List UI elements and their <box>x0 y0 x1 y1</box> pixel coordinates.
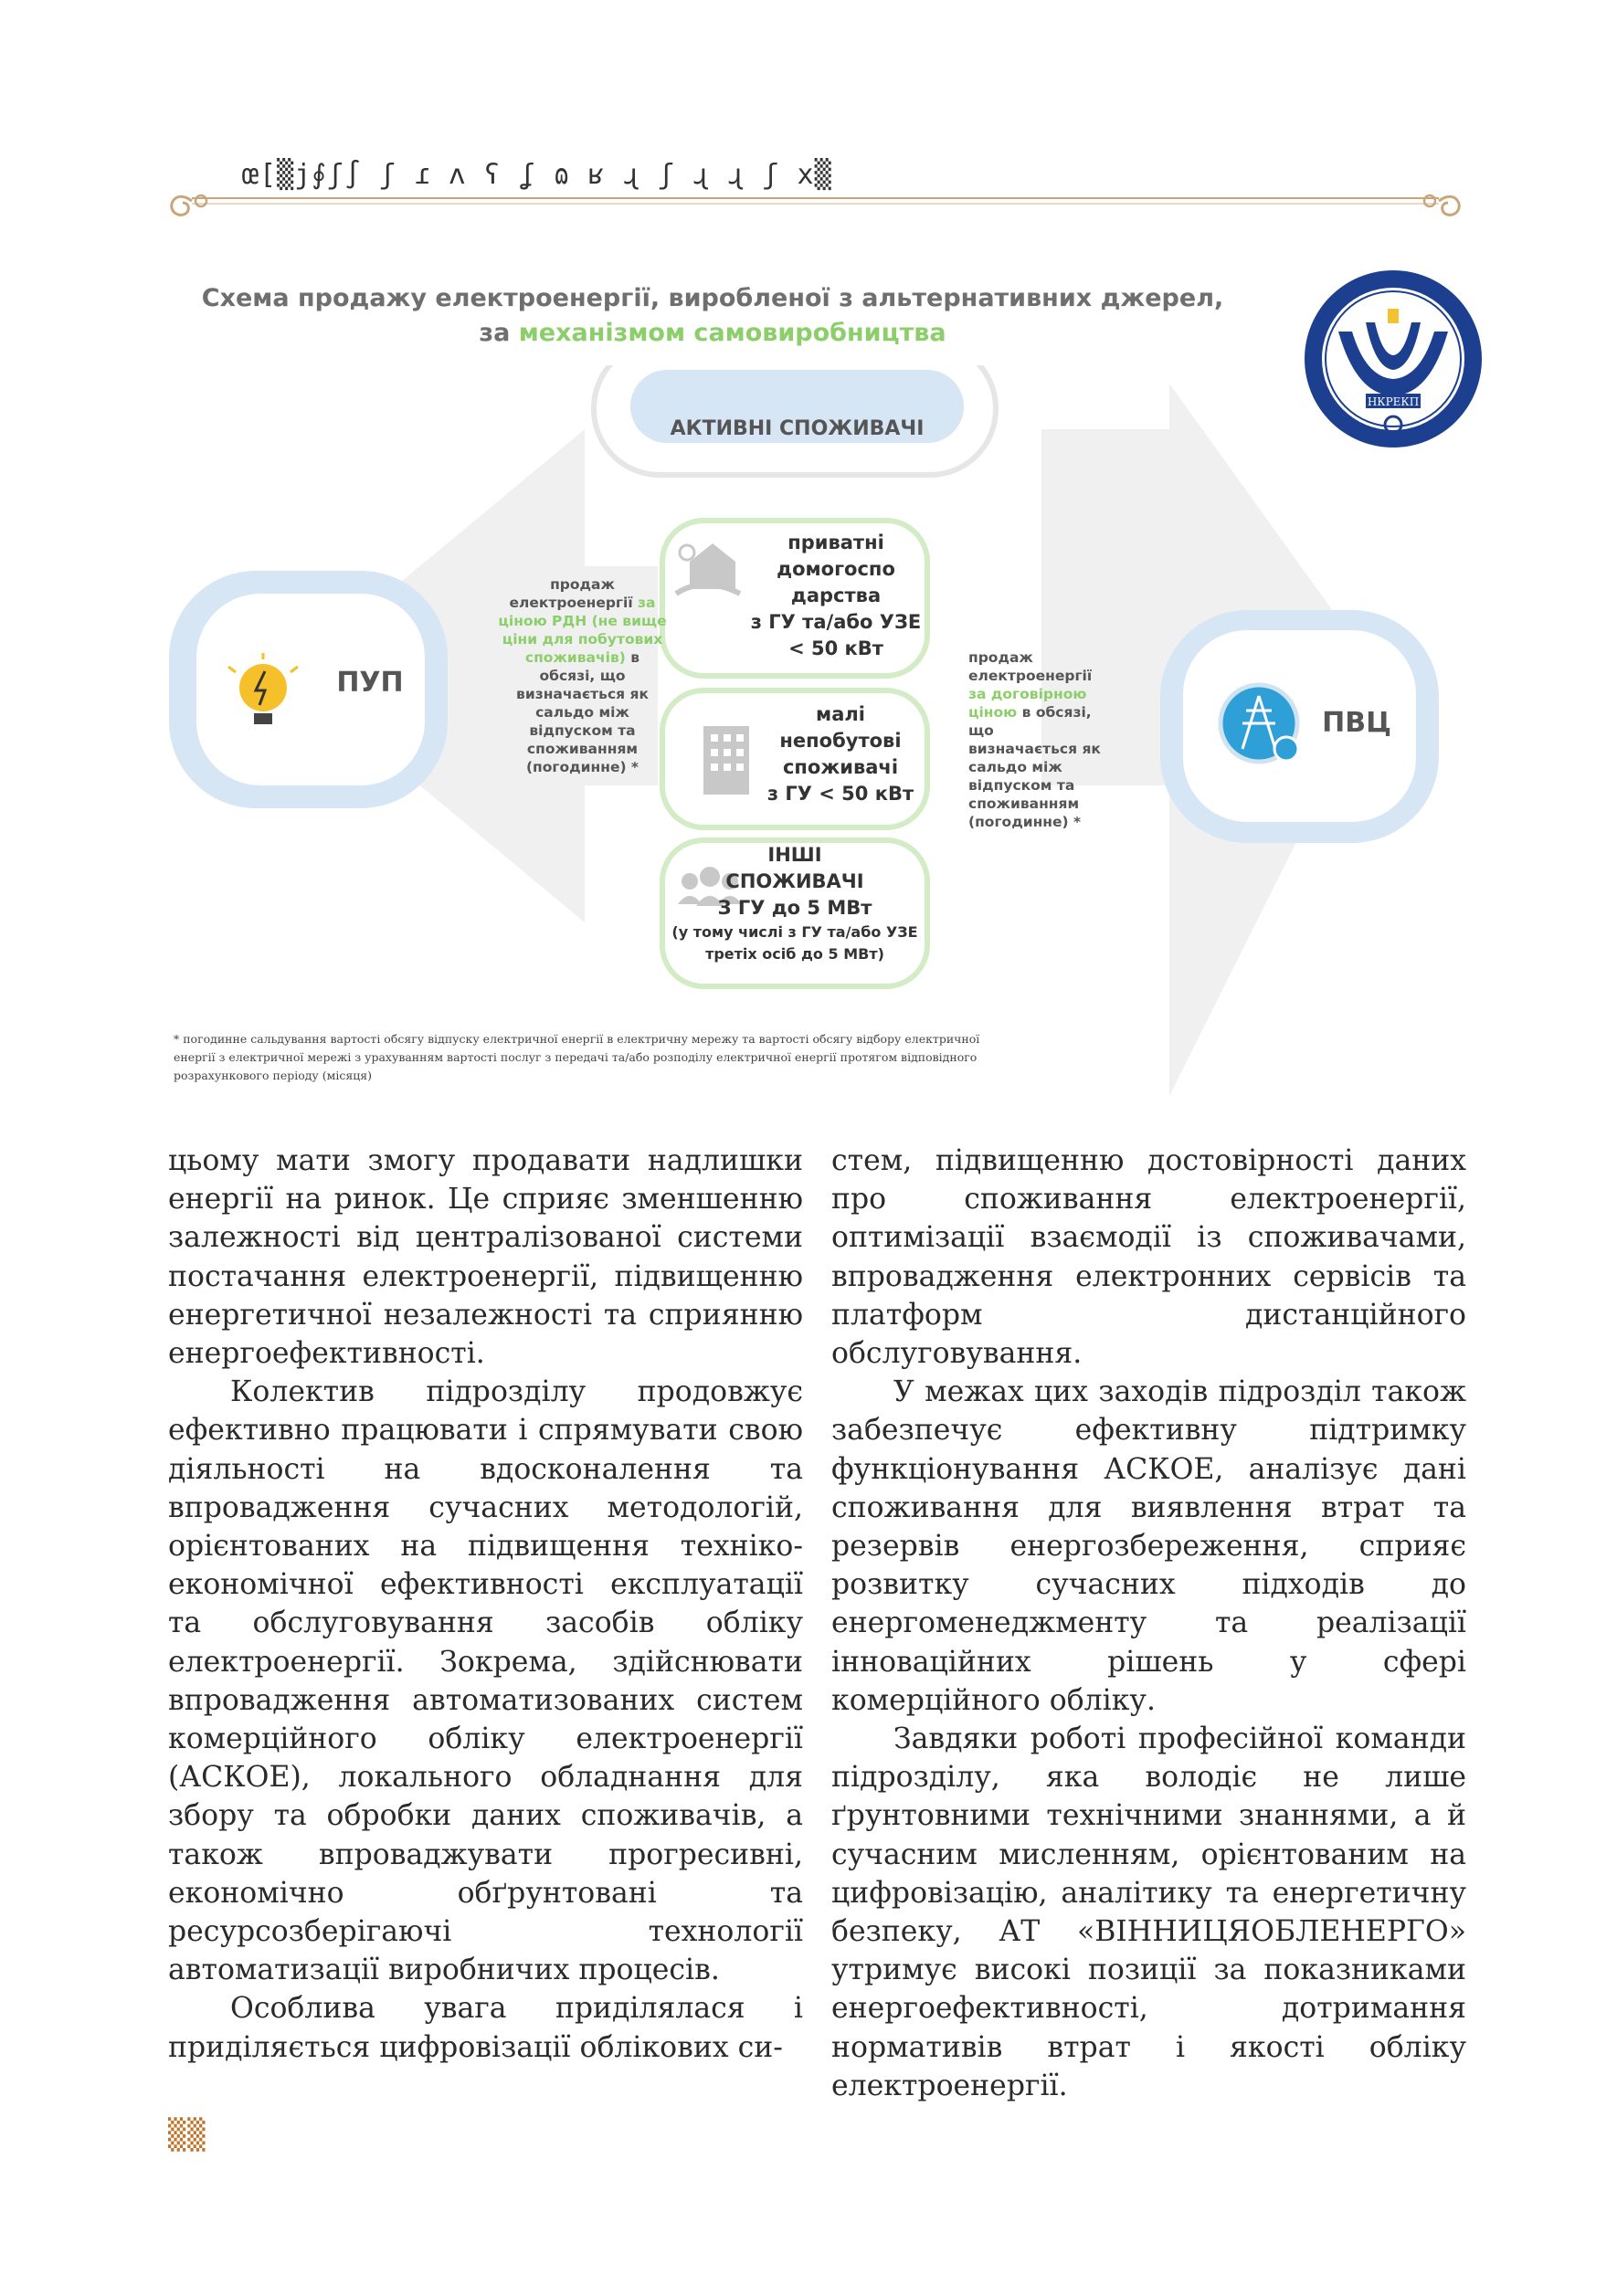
pup-label: ПУП <box>336 667 404 699</box>
right-text-column <box>831 1142 1466 2105</box>
paragraph: У межах цих заходів підрозділ також забезпечує ефективну підтримку функціонування АСКОЕ, аналізує дані споживання для виявлення втрат та резервів енергозбереження, сприяє розвитку сучасних підходів до енергоменеджменту та реалізації інноваційних рішень у сфері комерційного обліку. <box>831 1375 1466 1717</box>
infographic-title-line2: за механізмом самовиробництва <box>479 319 946 347</box>
seal-text: НКРЕКП <box>1367 395 1420 408</box>
header-title: œ[▒j∮ʃ∫ ʃ ɾ ʌ ʕ ʆ ɷ ʁ ɻ ʃ ɻ ɻ ʃ x▒ <box>242 159 832 191</box>
sale-note-right: продаж електроенергії за договірною ціною в обсязі, що визначається як сальдо між відпуском та споживанням (погодинне) * <box>968 649 1101 830</box>
sale-note-left: продаж електроенергії за ціною РДН (не вище ціни для побутових споживачів) в обсязі, що визначається як сальдо між відпуском та споживанням (погодинне) * <box>498 576 667 775</box>
paragraph: стем, підвищенню достовірності даних про споживання електроенергії, оптимізації взаємодії із споживачами, впровадження електронних сервісів та платформ дистанційного обслуговування. <box>831 1144 1466 1371</box>
infographic <box>164 265 1480 1105</box>
infographic-title-line1: Схема продажу електроенергії, виробленої з альтернативних джерел, <box>201 284 1224 312</box>
office-building-icon <box>703 726 749 795</box>
other-consumers-box: ІНШІ СПОЖИВАЧІ З ГУ до 5 МВт (у тому числі з ГУ та/або УЗЕ третіх осіб до 5 МВт) <box>671 844 918 963</box>
private-households-box: приватні домогоспо дарства з ГУ та/або УЗЕ < 50 кВт <box>750 532 922 659</box>
page-number: ▒▒ <box>168 2117 207 2152</box>
small-consumers-box: малі непобутові споживачі з ГУ < 50 кВт <box>766 703 914 805</box>
paragraph: цьому мати змогу продавати надлишки енергії на ринок. Це сприяє зменшенню залежності від централізованої системи постачання електроенергії, підвищенню енергетичної незалежності та сприянню енергоефективності. <box>168 1144 803 1371</box>
infographic-title-highlight: механізмом самовиробництва <box>518 319 946 347</box>
paragraph: Завдяки роботі професійної команди підрозділу, яка володіє не лише ґрунтовними технічними знаннями, а й сучасним мисленням, орієнтованим на цифровізацію, аналітику та енергетичну безпеку, АТ «ВІННИЦЯОБЛЕНЕРГО» утримує високі позиції за показниками енергоефективності, дотримання нормативів втрат і якості обліку електроенергії. <box>831 1722 1466 2102</box>
infographic-footnote: * погодинне сальдування вартості обсягу відпуску електричної енергії в електричну мережу та вартості обсягу відбору електричної енергії з електричної мережі з урахуванням вартості послуг з передачі та/або розподілу електричної енергії протягом відповідного розрахункового періоду (місяця) <box>174 1032 980 1082</box>
power-tower-icon <box>1221 685 1298 762</box>
active-consumers-label: АКТИВНІ СПОЖИВАЧІ <box>670 417 925 440</box>
left-text-column <box>168 1142 803 2067</box>
paragraph: Колектив підрозділу продовжує ефективно працювати і спрямувати свою діяльності на вдосконалення та впровадження сучасних методологій, орієнтованих на підвищення техніко-економічної ефективності експлуатації та обслуговування засобів обліку електроенергії. Зокрема, здійснювати впровадження автоматизованих систем комерційного обліку електроенергії (АСКОЕ), локального обладнання для збору та обробки даних споживачів, а також впроваджувати прогресивні, економічно обґрунтовані та ресурсозберігаючі технології автоматизації виробничих процесів. <box>168 1375 803 1987</box>
paragraph: Особлива увага приділялася і приділяється цифровізації облікових си- <box>168 1992 803 2064</box>
running-header <box>164 146 1471 228</box>
infographic-title <box>164 281 1261 351</box>
pvc-label: ПВЦ <box>1322 707 1391 739</box>
